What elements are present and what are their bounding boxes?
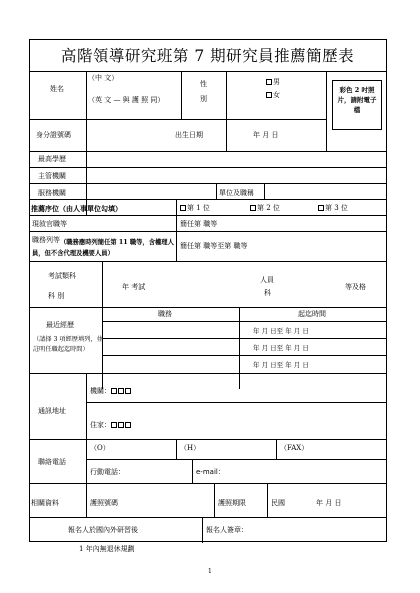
divider	[30, 483, 386, 484]
postal-box	[125, 422, 131, 428]
id-label: 身分證號碼	[36, 131, 71, 139]
pledge-line-1: 報名人於國內外研習後	[68, 526, 138, 534]
divider	[214, 483, 215, 517]
gender-label: 性	[200, 80, 207, 88]
divider	[276, 439, 277, 459]
divider	[239, 307, 240, 389]
gender-male-option[interactable]	[266, 79, 280, 86]
divider	[86, 119, 87, 151]
english-name-label: （英 文 — 與 護 照 同）	[88, 96, 165, 104]
divider	[30, 151, 386, 152]
priority-option-1[interactable]	[180, 205, 210, 212]
divider	[326, 71, 327, 151]
roc-label: 民國	[271, 499, 285, 507]
rank-value: 簡任第 職等	[180, 220, 218, 228]
divider	[30, 439, 386, 440]
divider	[86, 483, 87, 517]
divider	[102, 355, 386, 356]
pledge-line-2: 1 年內無退休規劃	[79, 545, 135, 553]
divider	[102, 261, 103, 307]
divider	[216, 183, 217, 199]
postal-box	[111, 422, 117, 428]
phone-office[interactable]: （O）	[90, 444, 110, 452]
divider	[102, 338, 386, 339]
career-label: 最近經歷	[46, 321, 74, 329]
rank-label: 現敘官職等	[32, 220, 67, 228]
divider	[30, 231, 386, 232]
divider	[86, 373, 87, 439]
career-note: （請择 3 項經歷填列，並註明任職起迄時間）	[33, 336, 103, 353]
related-label: 相關資料	[31, 499, 59, 507]
divider	[102, 307, 103, 389]
mobile-phone[interactable]: 行動電話：	[90, 468, 125, 476]
passport-label: 護照號碼	[90, 499, 118, 507]
form-title: 高階領導研究班第 7 期研究員推薦簡歷表	[60, 47, 355, 65]
phone-fax[interactable]: （FAX）	[280, 444, 309, 452]
postal-box	[118, 422, 124, 428]
career-date-1: 年 月 日至 年 月 日	[253, 327, 309, 335]
divider	[86, 402, 386, 403]
supervisor-label: 主管機關	[38, 172, 66, 180]
divider	[264, 183, 265, 199]
divider	[30, 517, 386, 518]
divider	[30, 215, 386, 216]
divider	[176, 439, 177, 459]
checkbox-icon	[318, 205, 324, 211]
divider	[30, 307, 386, 308]
divider	[176, 231, 177, 261]
divider	[176, 215, 177, 231]
page-number: 1	[208, 568, 212, 575]
divider	[86, 71, 87, 119]
divider	[86, 439, 87, 483]
checkbox-icon	[250, 205, 256, 211]
grade-note	[32, 237, 175, 259]
photo-note: 彩色 2 吋照片，請附電子檔	[337, 86, 377, 114]
phone-label: 聯絡電話	[38, 458, 66, 466]
birth-date-fields: 年 月 日	[253, 131, 279, 139]
checkbox-icon	[266, 79, 272, 85]
exam-label-2: 科 別	[48, 292, 65, 300]
passport-expiry-label: 護照期限	[218, 499, 246, 507]
checkbox-icon	[180, 205, 186, 211]
postal-box	[125, 388, 131, 394]
divider	[102, 321, 386, 322]
priority-option-2[interactable]	[250, 205, 280, 212]
exam-grade: 等及格	[345, 283, 366, 291]
expiry-date-fields: 年 月 日	[316, 499, 342, 507]
career-date-3: 年 月 日至 年 月 日	[253, 361, 309, 369]
divider	[202, 517, 203, 543]
gender-female-option[interactable]	[266, 92, 280, 99]
career-column-title: 職務	[158, 310, 172, 318]
home-address[interactable]	[90, 422, 132, 429]
divider	[30, 373, 386, 374]
career-column-time: 起迄時間	[298, 310, 326, 318]
divider	[226, 119, 227, 151]
divider	[30, 167, 386, 168]
priority-label: 推薦序位（由人事單位勾填）	[31, 204, 122, 213]
office-address[interactable]	[90, 388, 132, 395]
divider	[226, 71, 227, 119]
exam-person: 人員	[260, 276, 274, 284]
exam-subject: 科	[264, 289, 271, 297]
name-label: 姓名	[50, 85, 64, 93]
postal-box	[111, 388, 117, 394]
gender-label-2: 別	[200, 95, 207, 103]
application-form	[29, 39, 387, 542]
office-address-label: 機關：	[90, 387, 111, 395]
home-address-label: 住家：	[90, 421, 111, 429]
career-date-2: 年 月 日至 年 月 日	[253, 344, 309, 352]
divider	[192, 459, 193, 483]
chinese-name-label: （中 文）	[88, 74, 119, 82]
divider	[267, 483, 268, 517]
email-field[interactable]: e-mail：	[196, 468, 225, 476]
priority-1-text: 第 1 位	[187, 204, 210, 212]
divider	[86, 459, 386, 460]
divider	[30, 199, 386, 200]
divider	[30, 261, 386, 262]
male-text: 男	[273, 78, 280, 86]
employer-label: 服務機關	[38, 189, 66, 197]
exam-year: 年 考試	[122, 283, 146, 291]
divider	[30, 183, 386, 184]
phone-home[interactable]: （H）	[180, 444, 201, 452]
divider	[30, 71, 386, 72]
grade-label-text: 職務列等	[32, 236, 60, 244]
grade-note-text: （職務應時列簡任第 11 職等，含權理人員，但不含代理及機要人員）	[32, 239, 174, 257]
position-label: 單位及職稱	[219, 189, 254, 197]
divider	[30, 119, 326, 120]
address-label: 通訊地址	[38, 407, 66, 415]
priority-2-text: 第 2 位	[257, 204, 280, 212]
female-text: 女	[273, 91, 280, 99]
education-label: 最高學歷	[38, 155, 66, 163]
postal-box	[118, 388, 124, 394]
grade-value: 簡任第 職等至第 職等	[180, 242, 248, 250]
divider	[181, 71, 182, 119]
priority-3-text: 第 3 位	[325, 204, 348, 212]
checkbox-icon	[266, 92, 272, 98]
signature-label: 報名人簽章：	[206, 526, 248, 534]
birth-label: 出生日期	[175, 131, 203, 139]
exam-label: 考試類科	[48, 272, 76, 280]
priority-option-3[interactable]	[318, 205, 348, 212]
